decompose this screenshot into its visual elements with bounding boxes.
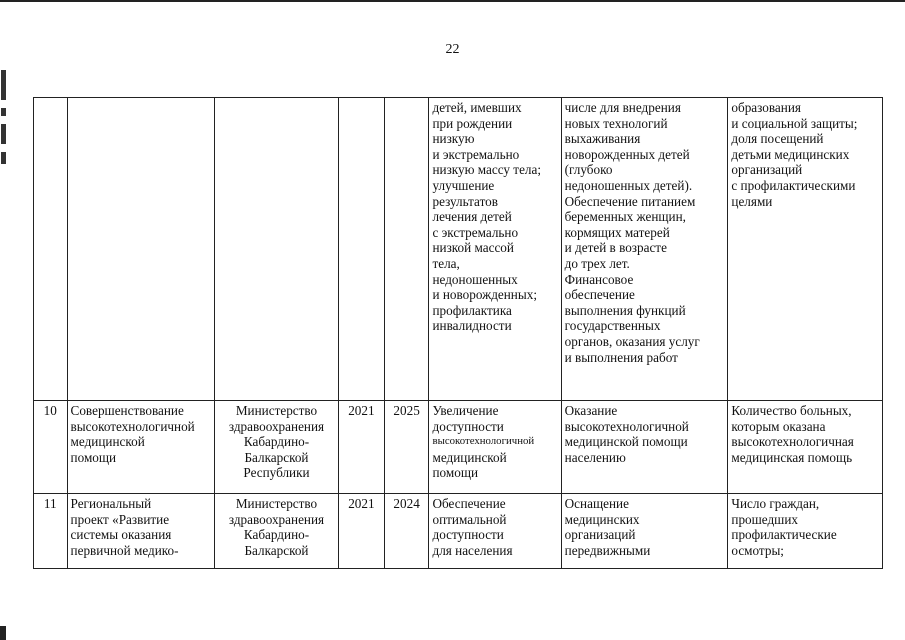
cell-text-line: проект «Развитие <box>70 511 170 527</box>
cell-text-line: помощи <box>432 465 479 481</box>
cell-text-line: и новорожденных; <box>432 287 537 303</box>
cell-event-name <box>67 494 214 569</box>
cell-text-line: системы оказания <box>70 527 172 543</box>
cell-text-line: и выполнения работ <box>564 349 678 365</box>
cell-text-line: медицинских <box>564 511 640 527</box>
cell-text-line: Министерство <box>235 403 318 418</box>
cell-text-line: Республики <box>243 465 310 481</box>
cell-text-line: Оснащение <box>564 496 629 511</box>
cell-year-start <box>339 98 385 401</box>
cell-executor <box>214 401 338 494</box>
cell-text-line: медицинской помощи <box>564 434 688 450</box>
cell-text-line: числе для внедрения <box>564 100 681 115</box>
cell-text-line: выхаживания <box>564 131 641 147</box>
table-row <box>34 401 883 494</box>
cell-text-line: детей, имевших <box>432 100 522 115</box>
cell-text-line: новорожденных детей <box>564 146 690 162</box>
table-row <box>34 494 883 569</box>
cell-text-line: низкую массу тела; <box>432 162 542 178</box>
cell-text-line: передвижными <box>564 542 651 558</box>
scan-edge-marks <box>0 60 8 640</box>
cell-text-line: новых технологий <box>564 115 668 131</box>
cell-text-line: для населения <box>432 542 513 558</box>
cell-text-line: организаций <box>564 527 636 543</box>
cell-text-line: медицинской <box>70 434 145 450</box>
cell-event-name <box>67 401 214 494</box>
cell-text-line: Увеличение <box>432 403 499 418</box>
cell-text-line: доступности <box>432 418 504 434</box>
cell-text-line: до трех лет. <box>564 255 630 271</box>
cell-text-line: лечения детей <box>432 209 512 225</box>
cell-text-line: Количество больных, <box>731 403 852 418</box>
cell-text-line: низкой массой <box>432 240 514 256</box>
cell-text-line: оптимальной <box>432 511 507 527</box>
cell-text-line: обеспечение <box>564 287 635 303</box>
cell-year-end: 2024 <box>384 494 429 569</box>
cell-indicators <box>728 98 883 401</box>
cell-text-line: осмотры; <box>731 542 784 558</box>
cell-text-line: доступности <box>432 527 504 543</box>
cell-year-end: 2025 <box>384 401 429 494</box>
cell-text-line: Финансовое <box>564 271 634 287</box>
cell-text-line: прошедших <box>731 511 798 527</box>
program-table <box>33 97 883 569</box>
cell-text-line: инвалидности <box>432 318 512 334</box>
cell-expected-result <box>429 494 561 569</box>
cell-text-line: высокотехнологичной <box>432 435 535 448</box>
cell-text-line: государственных <box>564 318 661 334</box>
cell-text-line: профилактические <box>731 527 837 543</box>
cell-text-line: высокотехнологичная <box>731 434 854 450</box>
cell-text-line: детьми медицинских <box>731 146 850 162</box>
cell-text-line: Совершенствование <box>70 403 184 418</box>
cell-main-measures <box>561 494 728 569</box>
cell-text-line: Кабардино- <box>243 434 310 450</box>
cell-text-line: низкую <box>432 131 475 147</box>
cell-text-line: помощи <box>70 449 117 465</box>
cell-text-line: результатов <box>432 193 498 209</box>
cell-year-start: 2021 <box>339 494 385 569</box>
cell-text-line: медицинской <box>432 449 507 465</box>
table-row <box>34 98 883 401</box>
cell-text-line: (глубоко <box>564 162 613 178</box>
cell-text-line: доля посещений <box>731 131 824 147</box>
page-number: 22 <box>445 42 460 57</box>
cell-main-measures <box>561 401 728 494</box>
cell-text-line: недоношенных детей). <box>564 177 693 193</box>
cell-text-line: недоношенных <box>432 271 518 287</box>
cell-text-line: населению <box>564 449 626 465</box>
cell-text-line: организаций <box>731 162 803 178</box>
cell-number: 10 <box>34 401 68 494</box>
cell-text-line: улучшение <box>432 177 495 193</box>
cell-executor <box>214 494 338 569</box>
top-border-line <box>0 0 905 2</box>
cell-executor <box>214 98 338 401</box>
cell-expected-result <box>429 401 561 494</box>
cell-text-line: с экстремально <box>432 224 519 240</box>
cell-text-line: первичной медико- <box>70 542 179 558</box>
cell-number <box>34 98 68 401</box>
cell-text-line: Региональный <box>70 496 152 511</box>
cell-text-line: и социальной защиты; <box>731 115 858 131</box>
cell-text-line: медицинская помощь <box>731 449 853 465</box>
cell-main-measures <box>561 98 728 401</box>
cell-text-line: Балкарской <box>244 542 309 558</box>
cell-event-name <box>67 98 214 401</box>
cell-text-line: Обеспечение <box>432 496 506 511</box>
cell-text-line: образования <box>731 100 801 115</box>
cell-text-line: с профилактическими <box>731 177 856 193</box>
cell-text-line: целями <box>731 193 773 209</box>
cell-text-line: Оказание <box>564 403 618 418</box>
cell-text-line: которым оказана <box>731 418 826 434</box>
cell-text-line: Министерство <box>235 496 318 511</box>
cell-year-start: 2021 <box>339 401 385 494</box>
cell-expected-result <box>429 98 561 401</box>
cell-text-line: тела, <box>432 255 460 271</box>
cell-text-line: выполнения функций <box>564 302 686 318</box>
cell-text-line: при рождении <box>432 115 513 131</box>
cell-text-line: здравоохранения <box>228 418 325 434</box>
cell-text-line: профилактика <box>432 302 512 318</box>
cell-indicators <box>728 494 883 569</box>
cell-text-line: кормящих матерей <box>564 224 670 240</box>
cell-text-line: высокотехнологичной <box>70 418 195 434</box>
cell-text-line: Обеспечение питанием <box>564 193 696 209</box>
cell-text-line: Кабардино- <box>243 527 310 543</box>
cell-number: 11 <box>34 494 68 569</box>
cell-indicators <box>728 401 883 494</box>
scan-edge-mark-bottom <box>0 626 6 640</box>
cell-text-line: Число граждан, <box>731 496 820 511</box>
cell-year-end <box>384 98 429 401</box>
cell-text-line: здравоохранения <box>228 511 325 527</box>
cell-text-line: и экстремально <box>432 146 520 162</box>
cell-text-line: беременных женщин, <box>564 209 686 225</box>
cell-text-line: органов, оказания услуг <box>564 333 700 349</box>
cell-text-line: и детей в возрасте <box>564 240 667 256</box>
cell-text-line: высокотехнологичной <box>564 418 689 434</box>
cell-text-line: Балкарской <box>244 449 309 465</box>
